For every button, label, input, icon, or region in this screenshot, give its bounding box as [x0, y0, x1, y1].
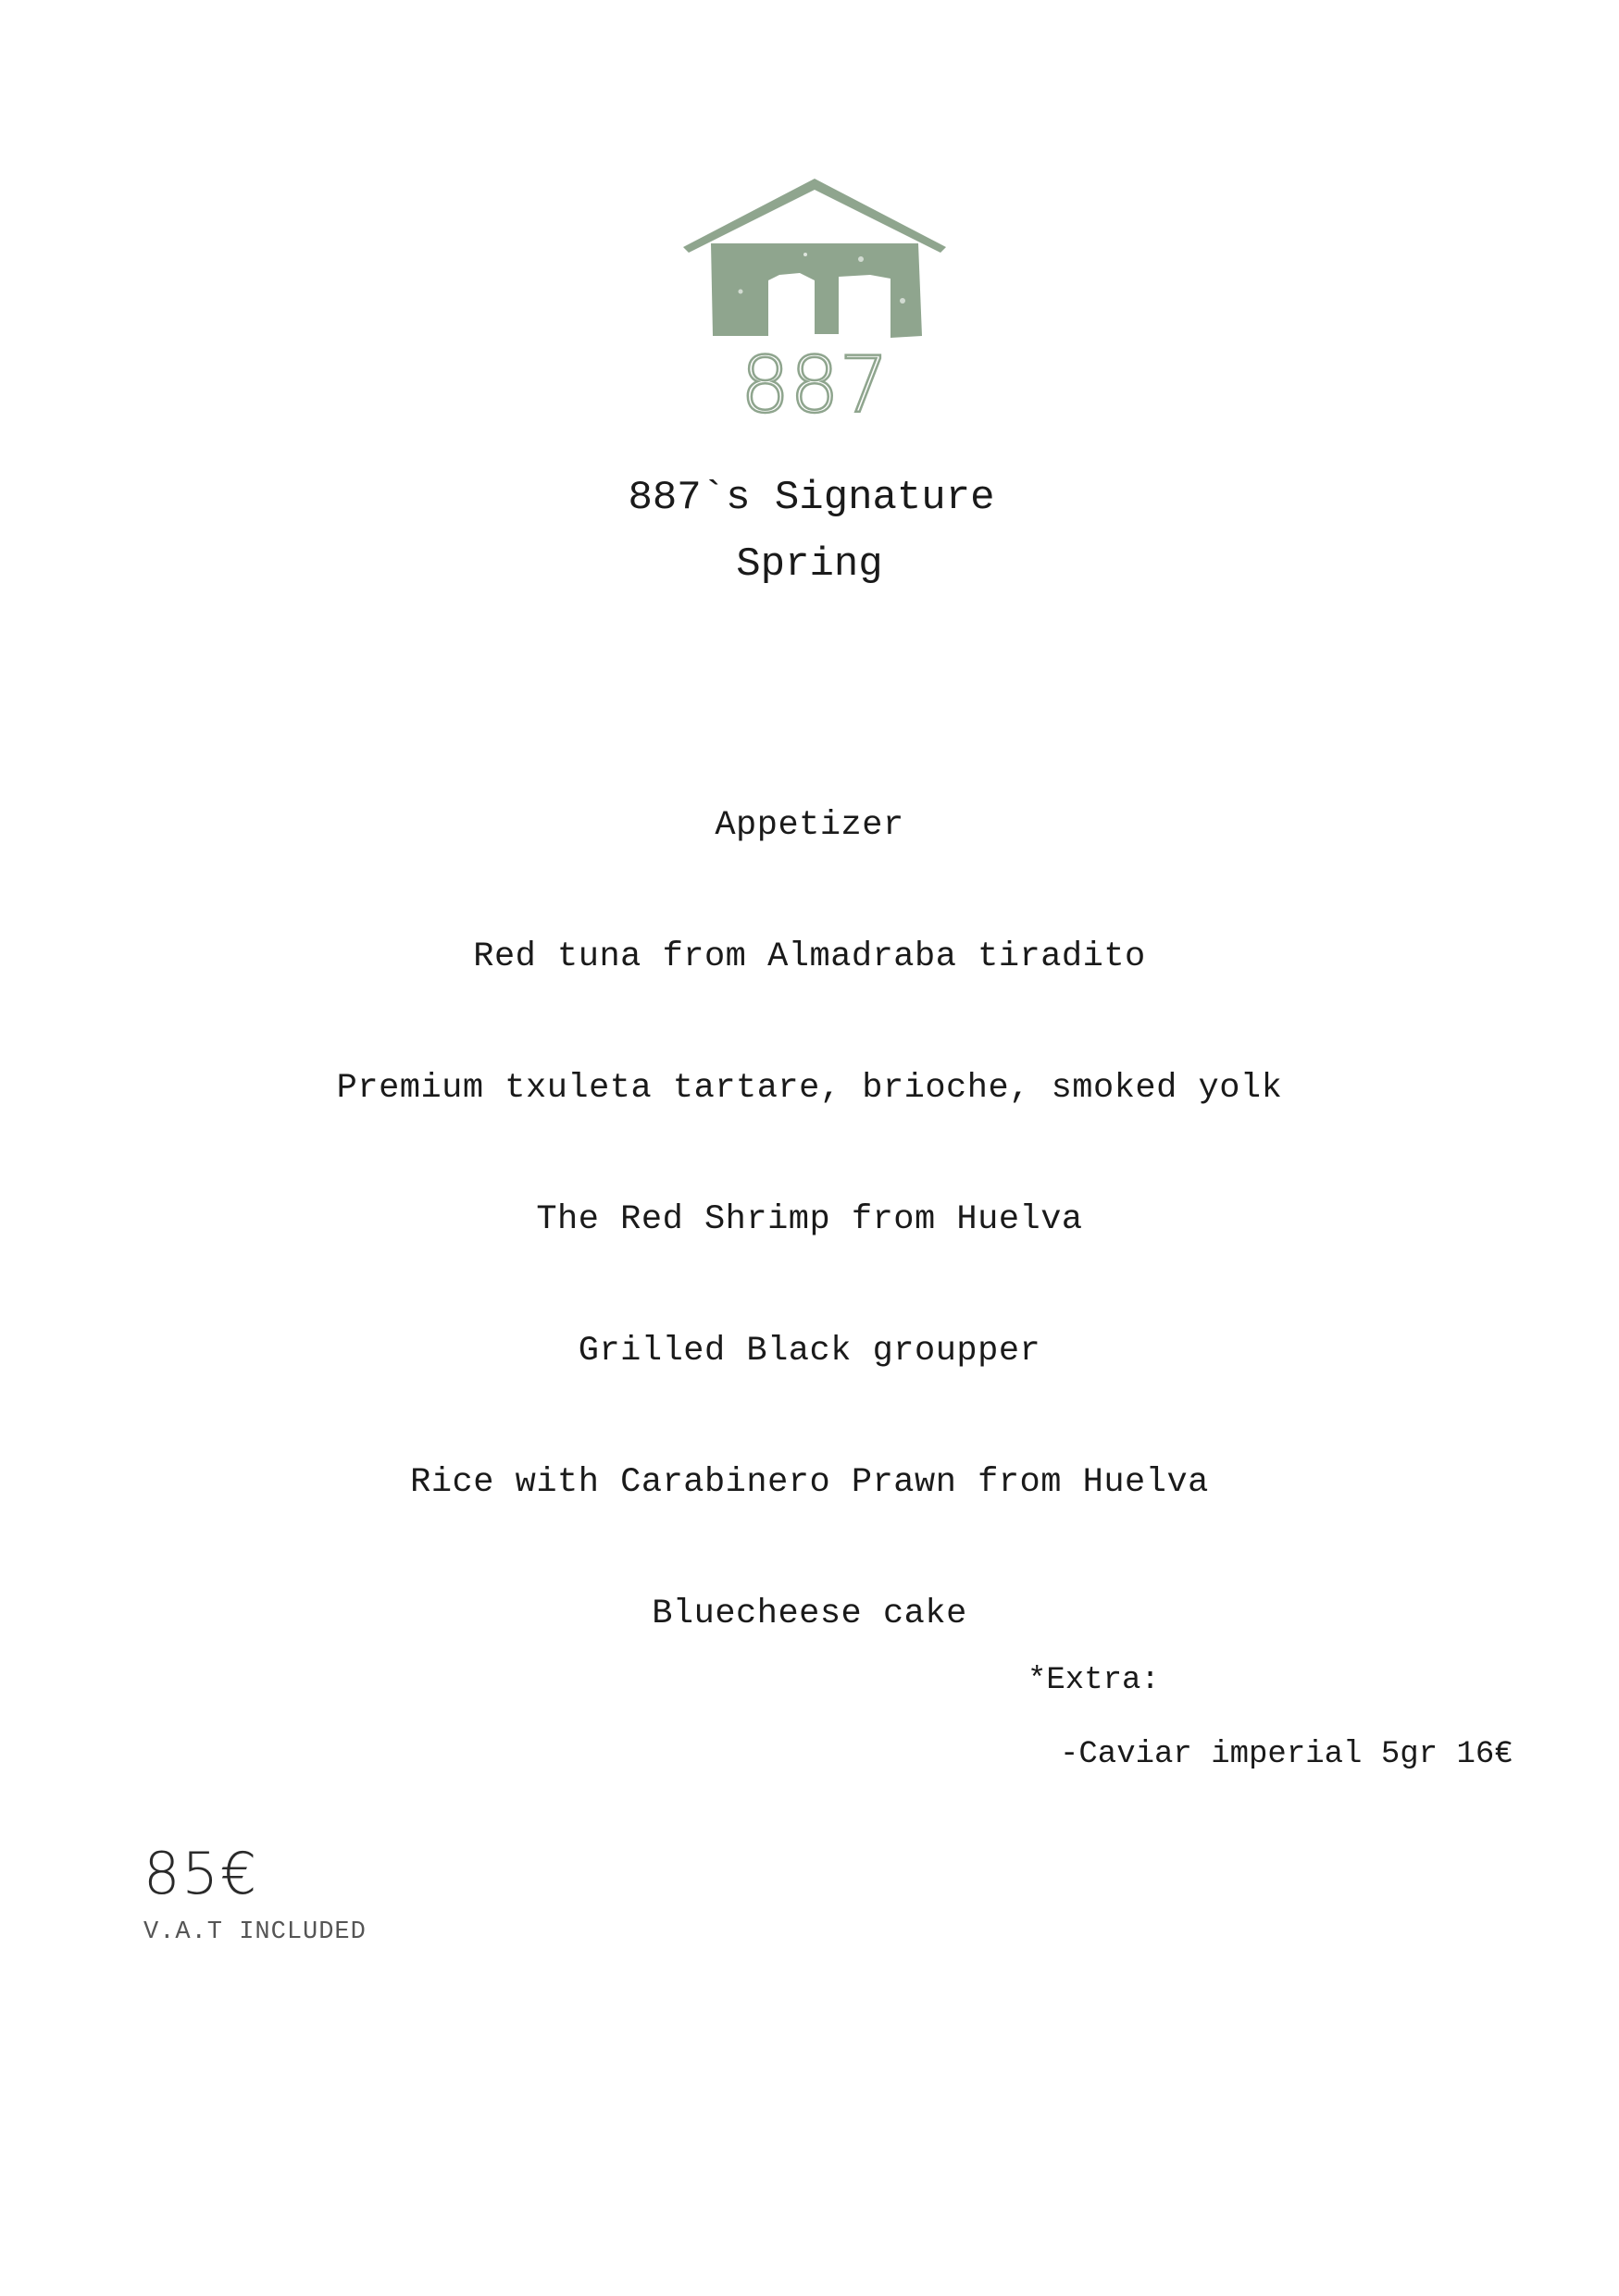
course-item: Rice with Carabinero Prawn from Huelva	[410, 1463, 1209, 1502]
menu-price: 85€	[143, 1840, 259, 1907]
course-item: Premium txuleta tartare, brioche, smoked yolk	[336, 1069, 1283, 1108]
course-item: Red tuna from Almadraba tiradito	[473, 937, 1146, 976]
course-item: Appetizer	[715, 806, 904, 845]
vat-note: V.A.T INCLUDED	[143, 1918, 367, 1946]
house-logo-icon	[676, 171, 953, 421]
extra-item: -Caviar imperial 5gr 16€	[1060, 1737, 1513, 1772]
menu-title: 887`s Signature	[628, 475, 995, 521]
course-item: Grilled Black groupper	[578, 1332, 1041, 1371]
logo-number: 887	[740, 340, 890, 421]
course-item: Bluecheese cake	[652, 1595, 967, 1633]
course-item: The Red Shrimp from Huelva	[536, 1200, 1083, 1239]
menu-season: Spring	[736, 541, 883, 588]
restaurant-logo	[676, 171, 953, 421]
extra-label: *Extra:	[1027, 1663, 1160, 1698]
